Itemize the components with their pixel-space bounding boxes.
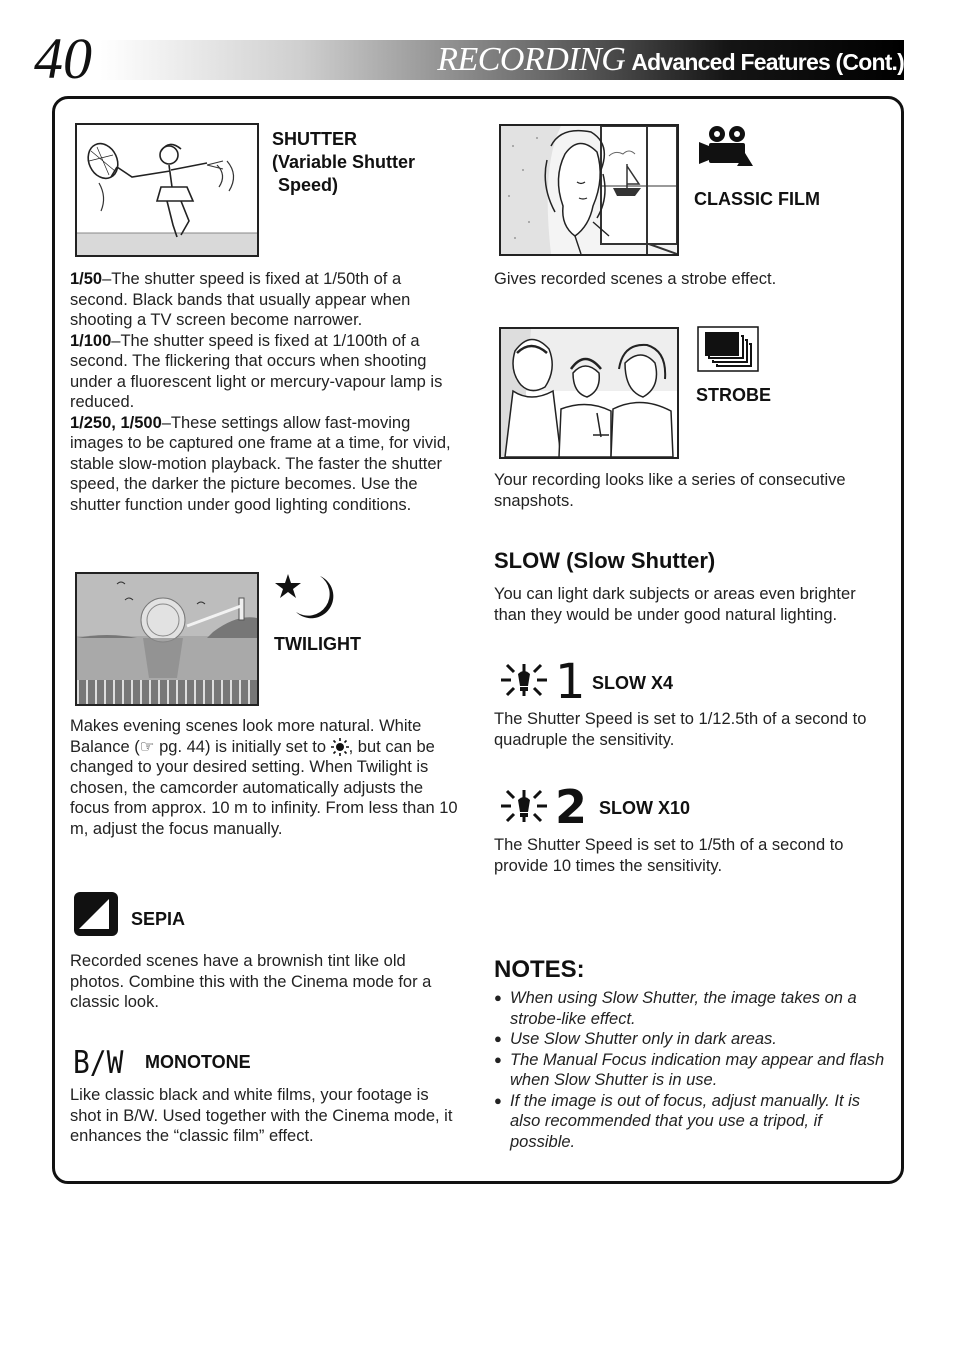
- classic-film-title: CLASSIC FILM: [694, 189, 820, 209]
- strobe-icon: [697, 326, 759, 372]
- note-item: ● The Manual Focus indication may appear and flash when Slow Shutter is in use.: [494, 1050, 886, 1091]
- shutter-title-line2: (Variable Shutter: [272, 152, 416, 172]
- slow-x4-description: The Shutter Speed is set to 1/12.5th of a second to quadruple the sensitivity.: [494, 710, 867, 749]
- bw-icon: B/W: [73, 1045, 124, 1081]
- twilight-text-b: ) is initially set to: [204, 737, 327, 756]
- shutter-title-line3: Speed): [278, 175, 339, 195]
- sepia-title: SEPIA: [131, 909, 186, 929]
- shutter-para-2: [70, 331, 462, 413]
- shutter-para-2-text: –The shutter speed is fixed at 1/100th of a second. The flickering that occurs when shooting under a fluorescent light or mercury-vapour lamp is reduced.: [70, 331, 443, 411]
- slow-x10-number: 2: [555, 780, 588, 834]
- shutter-para-2-bold: 1/100: [70, 331, 112, 350]
- shutter-para-1: [70, 269, 462, 331]
- twilight-title: TWILIGHT: [274, 634, 361, 654]
- notes-heading: NOTES:: [494, 956, 585, 983]
- classic-film-illustration: [499, 124, 679, 256]
- shutter-title: [272, 128, 452, 197]
- twilight-illustration: [75, 572, 259, 706]
- shutter-illustration: [75, 123, 259, 257]
- slow-x4-lamp-icon: [497, 660, 551, 700]
- strobe-title: STROBE: [696, 385, 772, 405]
- monotone-description: Like classic black and white films, your footage is shot in B/W. Used together with the Cinema mode, it enhances the “classic film” effect.: [70, 1086, 453, 1145]
- sun-icon: [331, 738, 349, 756]
- slow-shutter-intro: You can light dark subjects or areas even brighter than they would be under good natural lighting.: [494, 585, 856, 624]
- strobe-description: Your recording looks like a series of consecutive snapshots.: [494, 471, 846, 510]
- twilight-text-a: Makes evening scenes look more natural. White Balance (: [70, 717, 422, 756]
- page-reference: ☞ pg. 44: [139, 737, 205, 756]
- page-number: 40: [34, 26, 92, 91]
- notes-list: [494, 988, 886, 1152]
- slow-shutter-heading: SLOW (Slow Shutter): [494, 548, 716, 573]
- sepia-description: Recorded scenes have a brownish tint like old photos. Combine this with the Cinema mode for a classic look.: [70, 952, 432, 1011]
- shutter-title-line1: SHUTTER: [272, 129, 357, 149]
- shutter-para-3-bold: 1/250, 1/500: [70, 413, 162, 432]
- shutter-description: [70, 269, 462, 515]
- twilight-text-c: , but can be changed to your desired setting. When Twilight is chosen, the camcorder automatically adjusts the focus from approx. 10 m to infinity. From less than 10 m, adjust the focus manually.: [70, 737, 458, 838]
- shutter-para-3: [70, 413, 462, 516]
- note-item: ● When using Slow Shutter, the image takes on a strobe-like effect.: [494, 988, 886, 1029]
- shutter-para-1-bold: 1/50: [70, 270, 103, 288]
- sepia-icon: [73, 891, 119, 937]
- classic-film-description: Gives recorded scenes a strobe effect.: [494, 270, 777, 288]
- shutter-para-3-text: –These settings allow fast-moving images to be captured one frame at a time, for vivid, stable slow-motion playback. The faster the shutter speed, the darker the picture becomes. Use the shutter function under good lighting conditions.: [70, 413, 451, 514]
- note-item: ● If the image is out of focus, adjust manually. It is also recommended that you use a tripod, if possible.: [494, 1091, 886, 1153]
- slow-x10-title: SLOW X10: [599, 798, 691, 818]
- movie-camera-icon: [697, 124, 755, 172]
- slow-x4-number: 1: [555, 654, 586, 710]
- twilight-description: [70, 716, 462, 839]
- slow-x10-lamp-icon: [497, 786, 551, 826]
- page-title-sub: Advanced Features (Cont.): [631, 49, 904, 75]
- note-item: ● Use Slow Shutter only in dark areas.: [494, 1029, 886, 1050]
- page-title: [437, 38, 904, 88]
- page-title-main: RECORDING: [437, 41, 626, 78]
- shutter-para-1-text: –The shutter speed is fixed at 1/50th of a second. Black bands that usually appear when shooting a TV screen become narrower.: [70, 270, 411, 329]
- monotone-title: MONOTONE: [145, 1052, 251, 1072]
- slow-x4-title: SLOW X4: [592, 673, 674, 693]
- slow-x10-description: The Shutter Speed is set to 1/5th of a second to provide 10 times the sensitivity.: [494, 836, 844, 875]
- twilight-filmstrip: [77, 680, 257, 704]
- strobe-illustration: [499, 327, 679, 459]
- moon-star-icon: [274, 572, 334, 620]
